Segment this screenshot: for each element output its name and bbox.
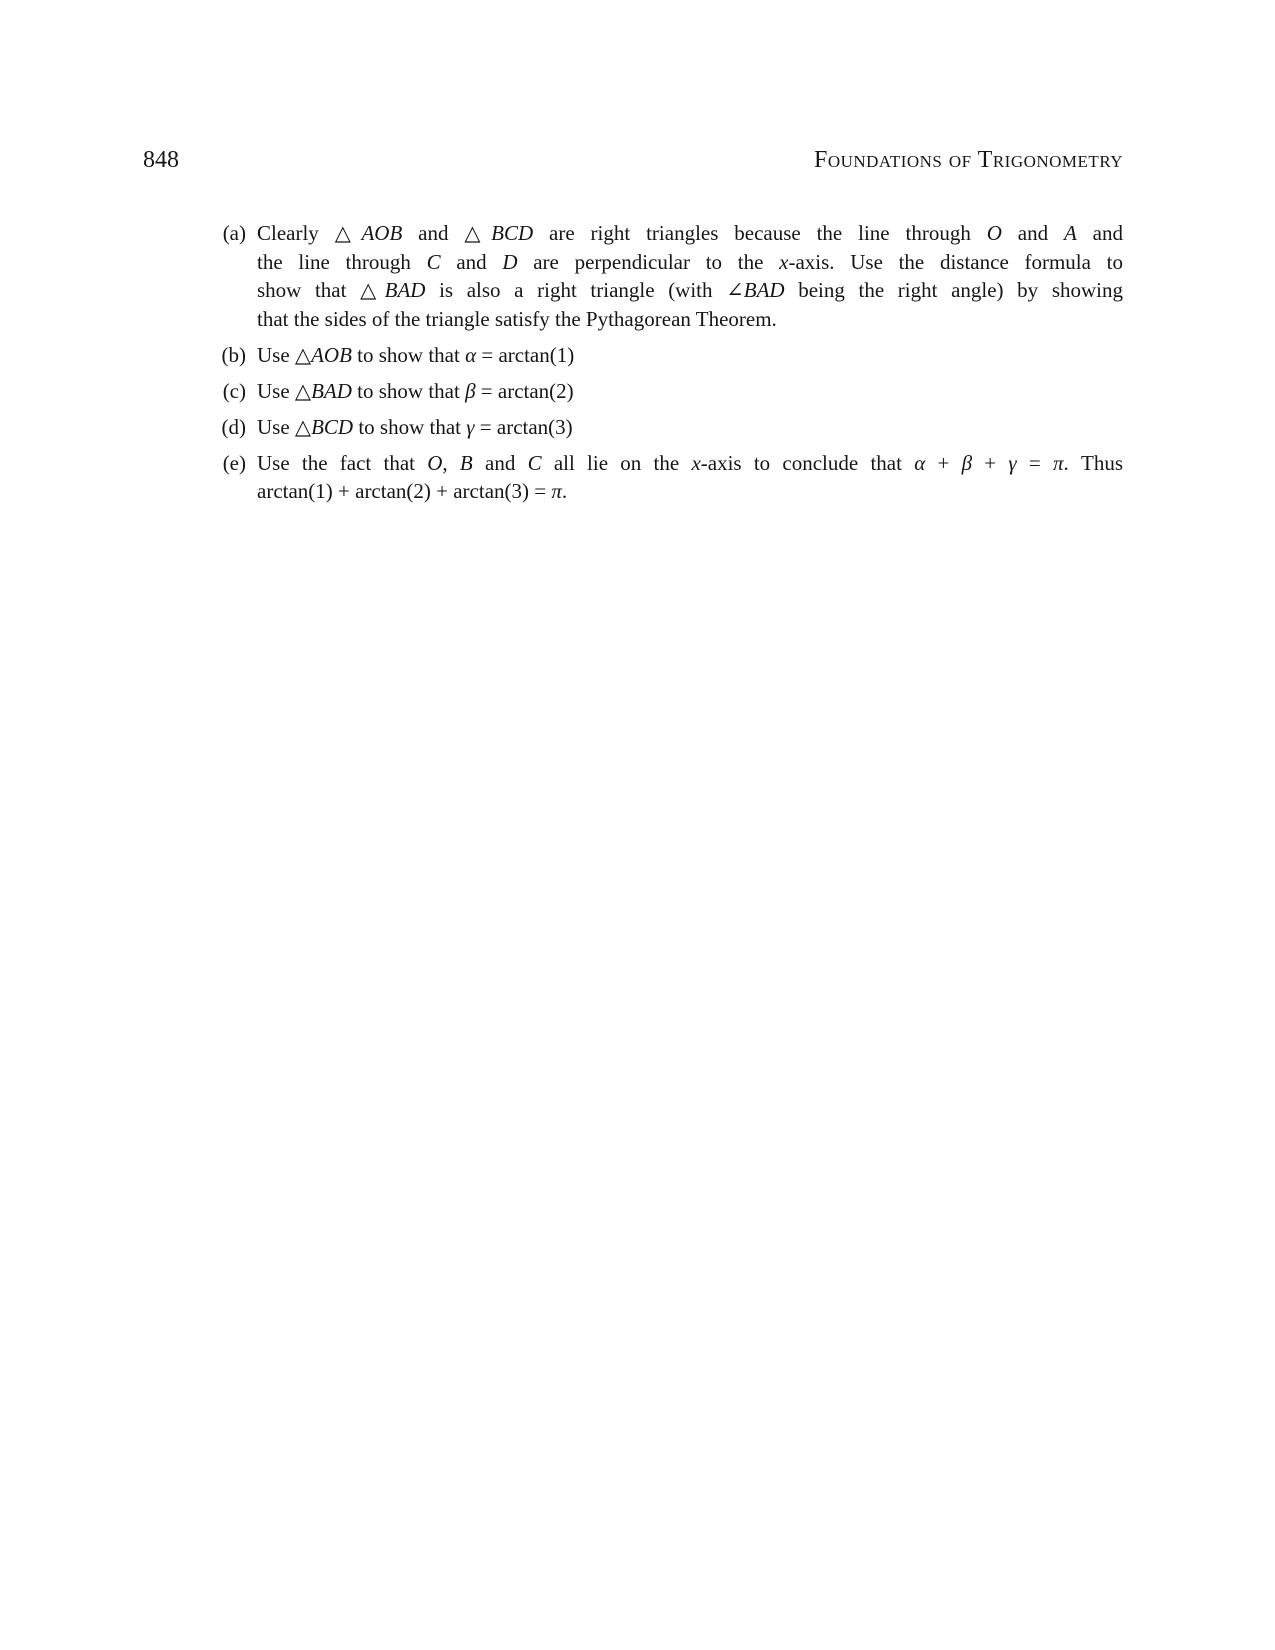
text-run: is also a right triangle (with — [425, 278, 727, 302]
text-run: being the right angle) by showing — [784, 278, 1123, 302]
math-var: AOB — [361, 221, 403, 245]
item-text — [257, 219, 1123, 333]
text-line — [257, 248, 1123, 277]
text-run: Use the fact that — [257, 450, 428, 475]
text-run: △ — [294, 342, 312, 367]
running-title: Foundations of Trigonometry — [813, 147, 1123, 173]
text-run: △ — [294, 378, 312, 403]
item-label: (a) — [222, 221, 246, 245]
math-var: C — [527, 450, 542, 475]
text-run: ∠ — [726, 278, 744, 302]
text-line — [257, 377, 1123, 406]
item-label: (b) — [221, 342, 246, 367]
text-run: △ — [334, 221, 362, 245]
problem-item — [205, 377, 1123, 406]
math-var: γ — [466, 414, 475, 439]
math-var: π — [551, 479, 562, 503]
text-run: -axis. Use the distance formula to — [788, 249, 1123, 274]
problem-item — [205, 341, 1123, 370]
math-var: AOB — [311, 342, 352, 367]
text-run: △ — [464, 221, 492, 245]
math-var: π — [1053, 450, 1064, 475]
text-run: and — [440, 249, 503, 274]
item-text — [257, 341, 1123, 370]
text-run: arctan(1) + arctan(2) + arctan(3) = — [257, 479, 552, 503]
text-run: are right triangles because the line through — [533, 221, 987, 245]
text-run: . Thus — [1063, 450, 1124, 475]
item-label: (c) — [222, 378, 246, 403]
math-var: x — [691, 450, 701, 475]
math-var: x — [779, 249, 789, 274]
text-run: show that — [257, 278, 361, 302]
text-run: . — [561, 479, 568, 503]
text-line — [257, 276, 1123, 305]
math-var: BAD — [311, 378, 352, 403]
text-line — [257, 305, 1123, 334]
text-run: Use — [257, 414, 295, 439]
item-label: (d) — [221, 414, 246, 439]
math-var: C — [426, 249, 441, 274]
text-run: , — [442, 450, 460, 475]
math-var: β — [961, 450, 973, 475]
math-var: B — [459, 450, 473, 475]
text-run: to show that — [353, 414, 467, 439]
text-run: and — [402, 221, 465, 245]
text-run: to show that — [351, 342, 466, 367]
text-run: + — [972, 450, 1009, 475]
text-run: that the sides of the triangle satisfy the Pythagorean Theorem. — [257, 306, 777, 331]
text-run: = arctan(3) — [474, 414, 573, 439]
math-var: BAD — [384, 278, 426, 302]
math-var: A — [1063, 221, 1077, 245]
problem-item — [205, 413, 1123, 442]
math-var: BCD — [311, 414, 354, 439]
problem-item — [205, 449, 1123, 506]
math-var: O — [427, 450, 443, 475]
text-line — [257, 449, 1123, 478]
text-line — [257, 219, 1123, 248]
text-run: + — [925, 450, 962, 475]
text-run: all lie on the — [541, 450, 692, 475]
text-run: are perpendicular to the — [517, 249, 780, 274]
text-line — [257, 477, 1123, 506]
item-text — [257, 449, 1123, 506]
item-text — [257, 377, 1123, 406]
text-run: -axis to conclude that — [700, 450, 915, 475]
problem-item — [205, 219, 1123, 333]
math-var: BCD — [491, 221, 534, 245]
math-var: α — [465, 342, 477, 367]
text-run: △ — [360, 278, 385, 302]
item-text — [257, 413, 1123, 442]
math-var: γ — [1008, 450, 1017, 475]
text-run: △ — [294, 414, 312, 439]
text-run: Clearly — [257, 221, 335, 245]
text-line — [257, 341, 1123, 370]
item-label: (e) — [222, 450, 246, 475]
text-run: = arctan(2) — [475, 378, 574, 403]
text-run: = arctan(1) — [476, 342, 575, 367]
page-number: 848 — [143, 147, 179, 173]
math-var: α — [914, 450, 926, 475]
math-var: β — [465, 378, 476, 403]
problem-list — [205, 219, 1123, 506]
text-line — [257, 413, 1123, 442]
text-run: and — [1076, 221, 1123, 245]
text-run: and — [1001, 221, 1064, 245]
text-run: to show that — [351, 378, 466, 403]
page-header — [143, 147, 1123, 173]
text-run: the line through — [257, 249, 427, 274]
math-var: O — [986, 221, 1002, 245]
math-var: D — [502, 249, 518, 274]
math-var: BAD — [743, 278, 785, 302]
text-run: = — [1016, 450, 1053, 475]
text-run: Use — [257, 378, 295, 403]
text-run: and — [472, 450, 528, 475]
text-run: Use — [257, 342, 295, 367]
